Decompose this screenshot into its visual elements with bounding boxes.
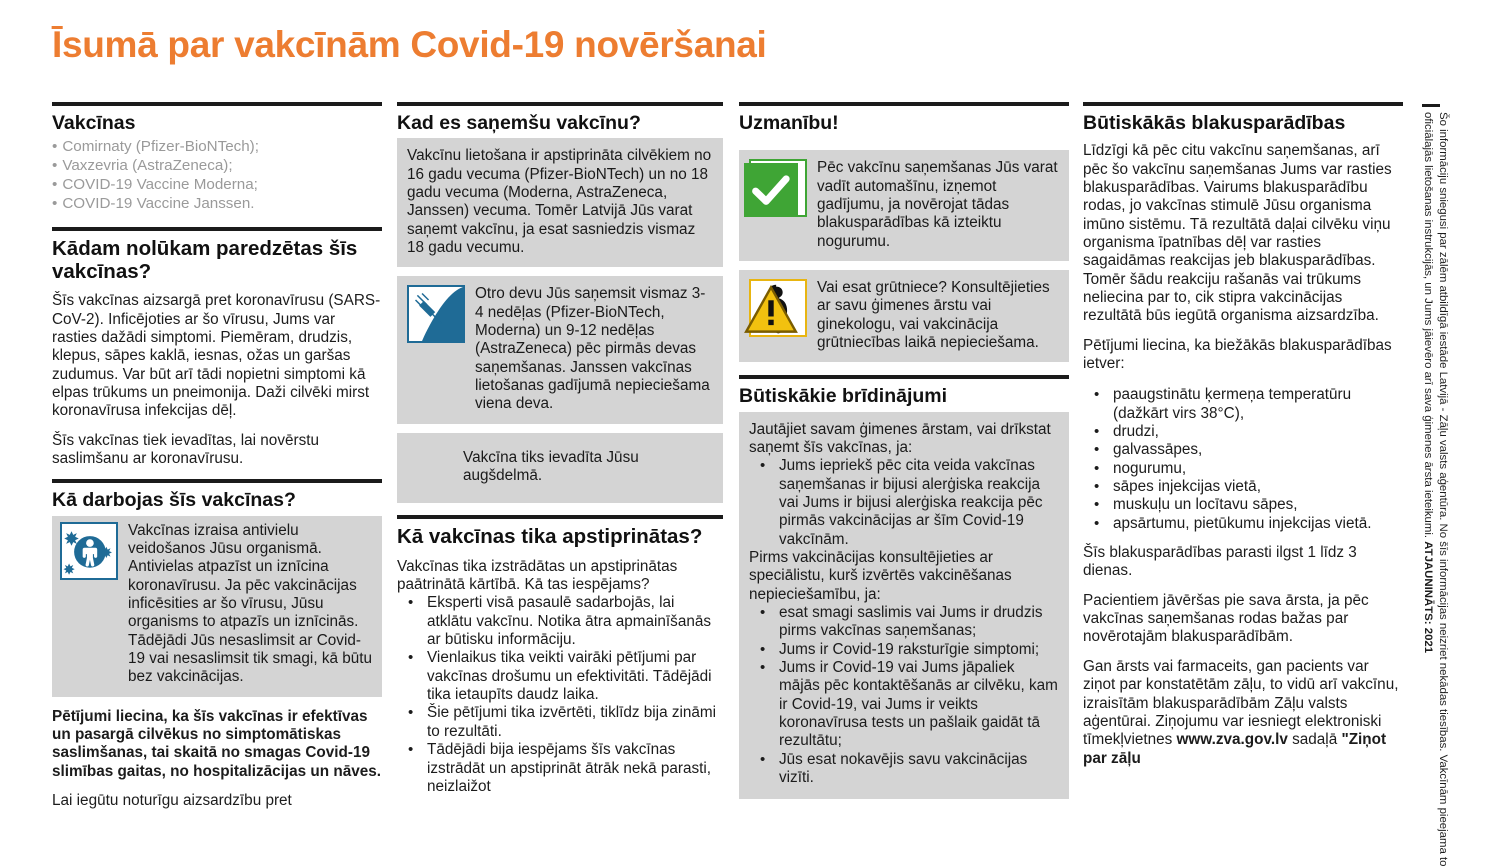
syringe-icon [407, 285, 465, 343]
pregnant-woman-icon [749, 279, 807, 337]
reporting-prefix: Gan ārsts vai farmaceits, gan pacients var ziņot par konstatētām zāļu, to vidū arī vakcīnu, izraisītām blakusparādībām Zāļu valsts aģentūrai. Ziņojumu var iesniegt elektroniski tīmekļvietnes [1083, 657, 1399, 749]
how-works-text: Vakcīnas izraisa antivielu veidošanos Jūsu organismā. Antivielas atpazīst un iznīcina koronavīrusu. Ja pēc vakcinācijas inficēsities ar šo vīrusu, Jūsu organisms to atpazīs un iznīcinās. Tādējādi Jūs nesaslimsit ar Covid-19 vai nesaslimsit tik smagi, kā būtu bez vakcinācijas. [128, 521, 373, 686]
purpose-paragraph-2: Šīs vakcīnas tiek ievadītas, lai novērstu saslimšanu ar koronavīrusu. [52, 431, 319, 468]
side-effects-doctor-advice: Pacientiem jāvēršas pie sava ārsta, ja pēc vakcīnas saņemšanas rodas bažas par novērotajām blakusparādībām. [1083, 591, 1369, 646]
section-heading-purpose: Kādam nolūkam paredzētas šīs vakcīnas? [52, 236, 358, 283]
driving-card [739, 150, 1069, 261]
when-block-1-text: Vakcīnu lietošana ir apstiprināta cilvēkiem no 16 gadu vecuma (Pfizer-BioNTech) un no 18 gadu vecuma (Moderna, AstraZeneca, Janssen) vecuma. Tomēr Latvijā Jūs varat saņemt vakcīnu, ja esat sasniedzis vismaz 18 gadu vecumu. [407, 147, 712, 256]
side-effects-bullet-list [1083, 386, 1403, 533]
driving-text: Pēc vakcīnu saņemšanas Jūs varat vadīt automašīnu, izņemot gadījumu, ja novērojat tādas blakusparādības kā izteiktu nogurumu. [817, 159, 1058, 250]
list-item: • apsārtumu, pietūkumu injekcijas vietā. [1113, 515, 1403, 533]
car-icon [749, 159, 807, 217]
purpose-paragraph-1: Šīs vakcīnas aizsargā pret koronavīrusu (SARS-CoV-2). Inficējoties ar šo vīrusu, Jums var rasties dažādi simptomi. Piemēram, drudzis, klepus, sāpes kaklā, iesnas, ožas un garšas zudumus. Var būt arī tādi nopietni simptomi kā elpas trūkums un pneimonija. Daži cilvēki mirst koronavīrusa infekcijas dēļ. [52, 292, 381, 420]
list-item: • Jūs esat nokavējis savu vakcinācijas vizīti. [779, 751, 1059, 788]
section-heading-vakcinas: Vakcīnas [52, 112, 136, 134]
section-rule [52, 227, 382, 231]
warning-triangle-icon [744, 283, 798, 337]
pregnancy-text: Vai esat grūtniece? Konsultējieties ar savu ģimenes ārstu vai ginekologu, vai vakcinācija grūtniecības laikā nepieciešama. [817, 278, 1050, 351]
list-item: • Jums iepriekš pēc cita veida vakcīnas saņemšanas ir bijusi alerģiska reakcija vai Jums ir bijusi alerģiska reakcija pēc pirmās vakcinācijas ar šīm Covid-19 vakcīnām. [779, 457, 1059, 549]
sidebar-disclaimer-text [1419, 112, 1450, 868]
approval-bullet-list [397, 594, 723, 796]
reporting-section-name: "Ziņot par zāļu [1083, 731, 1387, 767]
injection-site-text: Vakcīna tiks ievadīta Jūsu augšdelmā. [463, 448, 639, 485]
list-item: • Eksperti visā pasaulē sadarbojās, lai atklātu vakcīnu. Notika ātra apmainīšanās ar būtisku informāciju. [427, 594, 723, 649]
column-2 [397, 102, 723, 796]
disclaimer-part-1: Šo informāciju sniegusi par zālēm atbildīgā iestāde Latvijā - Zāļu valsts aģentūra. No šīs informācijas neizriet nekādas tiesības. Vakcīnām pieejama to oficiālajās lietošanas instrukcijās, un Jums jāievēro arī sava ģimenes ārsta ieteikumi. [1421, 112, 1449, 867]
section-heading-when: Kad es saņemšu vakcīnu? [397, 112, 641, 134]
antibody-person-icon [60, 522, 118, 580]
side-effects-duration: Šīs blakusparādības parasti ilgst 1 līdz 3 dienas. [1083, 544, 1357, 580]
list-item: • Comirnaty (Pfizer-BioNTech); [52, 138, 382, 157]
side-effects-paragraph-1: Līdzīgi kā pēc citu vakcīnu saņemšanas, arī pēc šo vakcīnu saņemšanas Jums var rasties blakusparādības. Vairums blakusparādību rodas, jo vakcīnas stimulē Jūsu organisma imūno sistēmu. Tā rezultātā daļai cilvēku viņu organisma īpatnības dēļ var rasties sagaidāmas reakcijas jeb blakusparādības. Tomēr šādu reakciju rašanās vai trūkums neliecina par to, cik stipra vakcinācijas rezultātā būs iegūtā organisma aizsardzība. [1083, 142, 1392, 325]
column-1 [52, 102, 382, 821]
approval-intro: Vakcīnas tika izstrādātas un apstiprinātas paātrinātā kārtībā. Kā tas iespējams? [397, 557, 678, 594]
sidebar-rule [1422, 104, 1440, 107]
column-3 [739, 102, 1069, 808]
section-rule [739, 102, 1069, 106]
when-block-1 [397, 138, 723, 267]
second-dose-card [397, 276, 723, 423]
section-rule [52, 479, 382, 483]
disclaimer-updated: ATJAUNINĀTS: 2021 [1421, 541, 1434, 654]
section-rule [1083, 102, 1403, 106]
vaccine-list [52, 138, 382, 213]
efficacy-cut-paragraph: Lai iegūtu noturīgu aizsardzību pret [52, 792, 292, 810]
page-title: Īsumā par vakcīnām Covid-19 novēršanai [52, 24, 767, 65]
column-4 [1083, 102, 1403, 779]
section-rule [52, 102, 382, 106]
list-item: • Tādējādi bija iespējams šīs vakcīnas izstrādāt un apstiprināt ātrāk nekā parasti, neizlaižot [427, 741, 723, 796]
warnings-block [739, 412, 1069, 800]
list-item: • sāpes injekcijas vietā, [1113, 478, 1403, 496]
list-item: • Vaxzevria (AstraZeneca); [52, 157, 382, 176]
second-dose-text: Otro devu Jūs saņemsit vismaz 3-4 nedēļas (Pfizer-BioNTech, Moderna) un 9-12 nedēļas (AstraZeneca) pēc pirmās devas saņemšanas. Janssen vakcīnas lietošanas gadījumā nepieciešama viena deva. [475, 285, 710, 413]
list-item: • drudzi, [1113, 423, 1403, 441]
zva-website-link[interactable]: www.zva.gov.lv [1176, 731, 1288, 749]
list-item: • COVID-19 Vaccine Janssen. [52, 195, 382, 214]
injection-site-block [397, 433, 723, 504]
check-badge-icon [744, 163, 798, 217]
list-item: • Jums ir Covid-19 raksturīgie simptomi; [779, 641, 1059, 659]
section-rule [739, 375, 1069, 379]
list-item: • Vienlaikus tika veikti vairāki pētījumi par vakcīnas drošumu un efektivitāti. Tādējādi tika ietaupīts daudz laika. [427, 649, 723, 704]
pregnancy-card [739, 270, 1069, 362]
warnings-bullet-list-1 [749, 457, 1059, 549]
warnings-intro-2: Pirms vakcinācijas konsultējieties ar speciālistu, kurš izvērtēs vakcinēšanas nepieciešamību, ja: [749, 548, 1012, 603]
side-effects-reporting [1083, 658, 1403, 768]
section-heading-warnings: Būtiskākie brīdinājumi [739, 385, 948, 408]
list-item: • COVID-19 Vaccine Moderna; [52, 176, 382, 195]
list-item: • Jums ir Covid-19 vai Jums jāpaliek mājās pēc kontaktēšanās ar cilvēku, kam ir Covid-19, vai Jums ir veikts koronavīrusa tests un pašlaik gaidāt tā rezultātu; [779, 659, 1059, 751]
list-item: • paaugstinātu ķermeņa temperatūru (dažkārt virs 38°C), [1113, 386, 1403, 423]
warnings-intro-1: Jautājiet savam ģimenes ārstam, vai drīkstat saņemt šīs vakcīnas, ja: [749, 420, 1051, 456]
section-heading-attention: Uzmanību! [739, 112, 839, 134]
section-heading-approval: Kā vakcīnas tika apstiprinātas? [397, 525, 703, 549]
section-rule [397, 515, 723, 519]
section-heading-side-effects: Būtiskākās blakusparādības [1083, 112, 1346, 134]
list-item: • Šie pētījumi tika izvērtēti, tiklīdz bija zināmi to rezultāti. [427, 704, 723, 741]
how-works-card [52, 516, 382, 697]
efficacy-bold-paragraph: Pētījumi liecina, ka šīs vakcīnas ir efektīvas un pasargā cilvēkus no simptomātiskas saslimšanas, tai skaitā no smagas Covid-19 slimības gaitas, no hospitalizācijas un nāves. [52, 707, 381, 780]
list-item: • muskuļu un locītavu sāpes, [1113, 496, 1403, 514]
section-rule [397, 102, 723, 106]
side-effects-paragraph-2: Pētījumi liecina, ka biežākās blakusparādības ietver: [1083, 336, 1392, 372]
list-item: • galvassāpes, [1113, 441, 1403, 459]
reporting-mid: sadaļā [1287, 731, 1342, 749]
section-heading-how-works: Kā darbojas šīs vakcīnas? [52, 489, 296, 512]
list-item: • esat smagi saslimis vai Jums ir drudzis pirms vakcīnas saņemšanas; [779, 604, 1059, 641]
vertical-disclaimer-sidebar [1412, 104, 1452, 867]
list-item: • nogurumu, [1113, 460, 1403, 478]
warnings-bullet-list-2 [749, 604, 1059, 787]
